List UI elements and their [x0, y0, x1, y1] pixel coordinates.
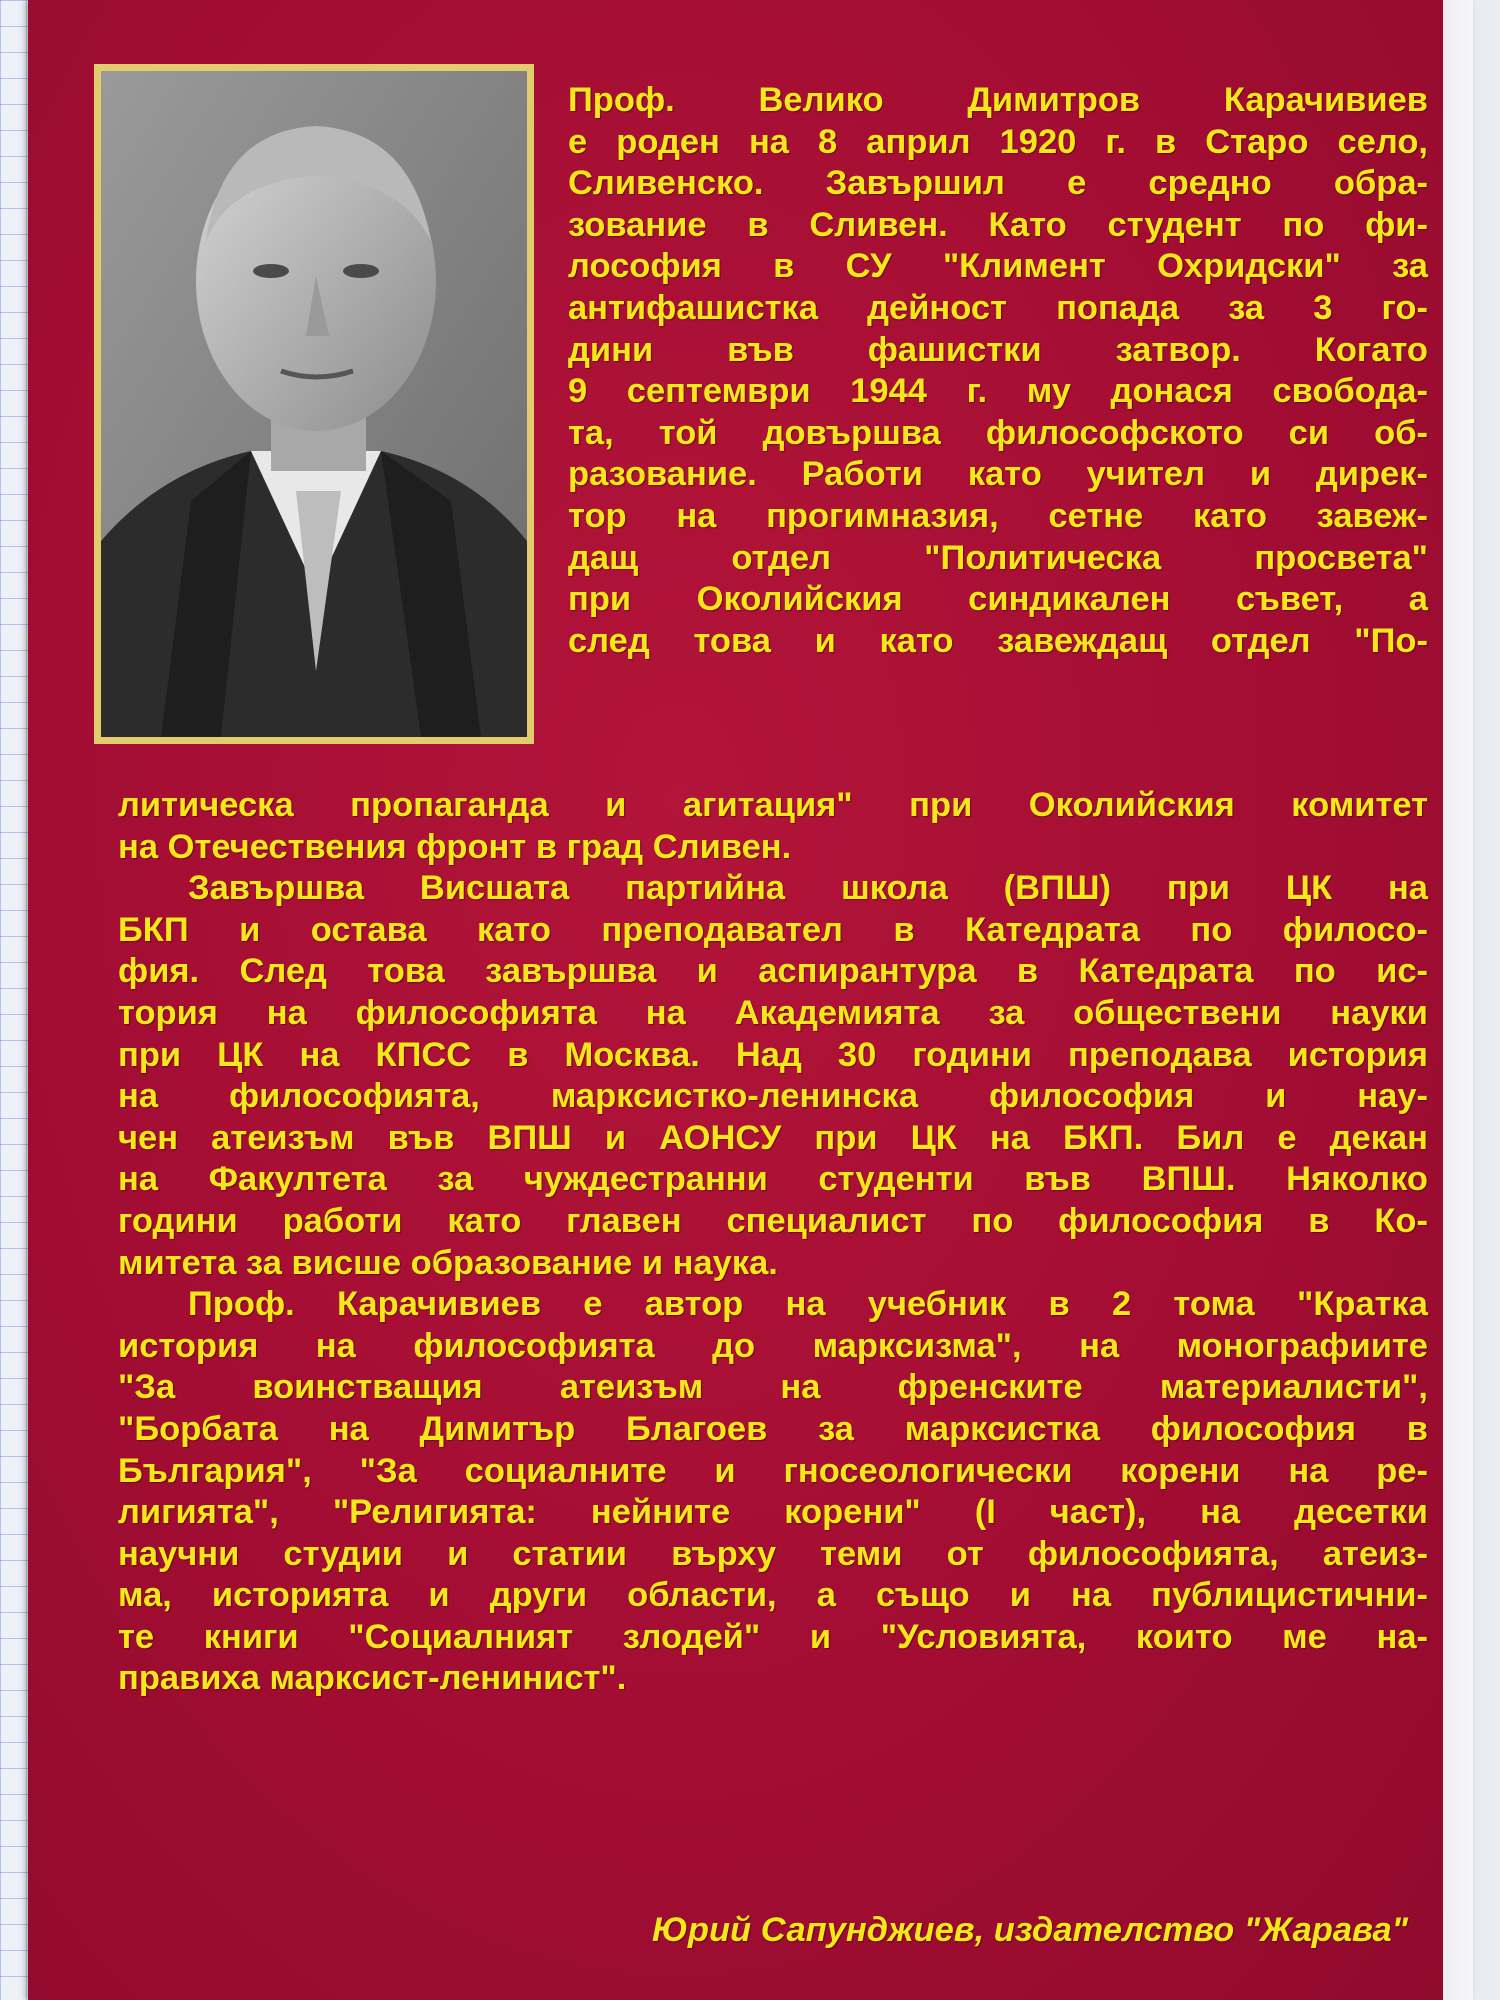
text-line: на Факултета за чуждестранни студенти във ВПШ. Няколко	[118, 1160, 1428, 1199]
text-line: БКП и остава като преподавател в Катедрата по филосо-	[118, 910, 1428, 949]
portrait-drawing	[101, 71, 527, 737]
text-line: ма, историята и други области, а също и на публицистични-	[118, 1576, 1428, 1615]
text-line: при ЦК на КПСС в Москва. Над 30 години преподава история	[118, 1035, 1428, 1074]
author-portrait-photo	[94, 64, 534, 744]
text-line: на философията, марксистко-ленинска философия и нау-	[118, 1077, 1428, 1116]
cover-edge	[1443, 0, 1473, 2000]
text-line: Проф. Велико Димитров Карачивиев	[568, 81, 1428, 119]
text-line: история на философията до марксизма", на монографиите	[118, 1326, 1428, 1365]
biography-intro	[568, 80, 1428, 662]
text-line: лософия в СУ "Климент Охридски" за	[568, 247, 1428, 286]
paragraph-start-line: Завършва Висшата партийна школа (ВПШ) при ЦК на	[188, 869, 1428, 908]
text-line: литическа пропаганда и агитация" при Околийския комитет	[118, 786, 1428, 824]
text-line: чен атеизъм във ВПШ и АОНСУ при ЦК на БКП. Бил е декан	[118, 1118, 1428, 1157]
text-line: "За воинстващия атеизъм на френските материалисти",	[118, 1368, 1428, 1407]
text-line: лигията", "Религията: нейните корени" (I част), на десетки	[118, 1493, 1428, 1532]
text-line: та, той довършва философското си об-	[568, 413, 1428, 452]
text-line: разование. Работи като учител и дирек-	[568, 455, 1428, 494]
text-line: при Околийския синдикален съвет, а	[568, 580, 1428, 619]
text-line: тор на прогимназия, сетне като завеж-	[568, 496, 1428, 535]
text-line: антифашистка дейност попада за 3 го-	[568, 288, 1428, 327]
biography-body	[118, 785, 1428, 1700]
text-line: тория на философията на Академията за обществени науки	[118, 993, 1428, 1032]
text-line: години работи като главен специалист по философия в Ко-	[118, 1201, 1428, 1240]
paragraph-start-line: Проф. Карачивиев е автор на учебник в 2 тома "Кратка	[188, 1285, 1428, 1324]
text-line: те книги "Социалният злодей" и "Условията, които ме на-	[118, 1617, 1428, 1656]
text-line: дини във фашистки затвор. Когато	[568, 330, 1428, 369]
text-line: на Отечествения фронт в град Сливен.	[118, 827, 792, 866]
text-line: митета за висше образование и наука.	[118, 1243, 778, 1282]
text-line: Сливенско. Завършил е средно обра-	[568, 164, 1428, 203]
text-line: научни студии и статии върху теми от философията, атеиз-	[118, 1534, 1428, 1573]
text-line: правиха марксист-ленинист".	[118, 1659, 627, 1698]
text-line: е роден на 8 април 1920 г. в Старо село,	[568, 122, 1428, 161]
publisher-signature: Юрий Сапунджиев, издателство "Жарава"	[651, 1911, 1408, 1949]
portrait-image	[101, 71, 527, 737]
text-line: "Борбата на Димитър Благоев за марксистка философия в	[118, 1409, 1428, 1448]
text-line: България", "За социалните и гносеологически корени на ре-	[118, 1451, 1428, 1490]
text-line: зование в Сливен. Като студент по фи-	[568, 205, 1428, 244]
text-line: след това и като завеждащ отдел "По-	[568, 621, 1428, 660]
text-line: дащ отдел "Политическа просвета"	[568, 538, 1428, 577]
book-back-cover	[28, 0, 1473, 2000]
text-line: 9 септември 1944 г. му донася свобода-	[568, 372, 1428, 411]
text-line: фия. След това завършва и аспирантура в Катедрата по ис-	[118, 952, 1428, 991]
